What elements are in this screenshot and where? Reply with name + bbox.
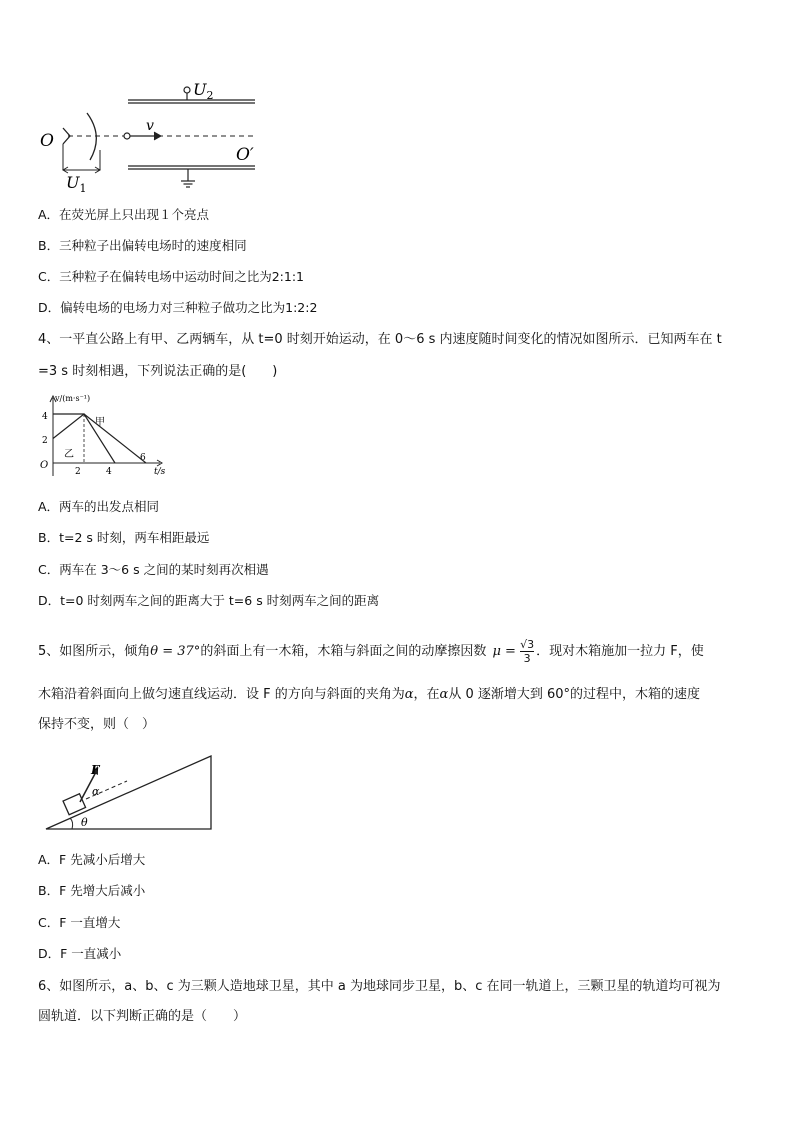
q6-stem-line1: 6、如图所示，a、b、c 为三颗人造地球卫星，其中 a 为地球同步卫星，b、c 在同一轨道上，三颗卫星的轨道均可视为 bbox=[38, 979, 721, 994]
series-label-jia: 甲 bbox=[95, 417, 105, 428]
tick-x4: 4 bbox=[106, 467, 112, 477]
q3-option-d: D．偏转电场的电场力对三种粒子做功之比为1:2:2 bbox=[38, 300, 318, 315]
q3-option-c: C．三种粒子在偏转电场中运动时间之比为2:1:1 bbox=[38, 269, 305, 284]
q3-option-b: B．三种粒子出偏转电场时的速度相同 bbox=[38, 238, 247, 253]
q6-stem-line2: 圆轨道．以下判断正确的是（ ） bbox=[38, 1009, 247, 1024]
u1-label: $U_1$ bbox=[66, 173, 87, 195]
force-label: F bbox=[91, 763, 100, 777]
alpha-label: α bbox=[92, 785, 100, 798]
tick-x6: 6 bbox=[140, 453, 146, 463]
q5-stem-line3: 保持不变，则（ ） bbox=[38, 717, 156, 732]
q4-option-a: A．两车的出发点相同 bbox=[38, 499, 160, 514]
q5-stem-line1: 5、如图所示，倾角θ = 37°的斜面上有一木箱，木箱与斜面之间的动摩擦因数 μ = $\frac{√3}{3}$ ．现对木箱施加一拉力 F，使 bbox=[38, 638, 704, 665]
x-axis-label: t/s bbox=[154, 467, 166, 477]
y-axis-label: v/(m·s⁻¹) bbox=[55, 394, 91, 403]
q4-option-b: B．t=2 s 时刻，两车相距最远 bbox=[38, 530, 210, 545]
q5-option-a: A．F 先减小后增大 bbox=[38, 852, 146, 867]
tick-y4: 4 bbox=[42, 412, 48, 422]
q5-stem-line2: 木箱沿着斜面向上做匀速直线运动．设 F 的方向与斜面的夹角为α，在α从 0 逐渐增大到 60°的过程中，木箱的速度 bbox=[38, 687, 701, 702]
series-label-yi: 乙 bbox=[64, 449, 74, 460]
v-label: v bbox=[146, 118, 154, 134]
tick-x2: 2 bbox=[75, 467, 81, 477]
mu-expression: μ = $\frac{√3}{3}$ bbox=[492, 638, 535, 665]
q4-stem-line1: 4、一平直公路上有甲、乙两辆车，从 t=0 时刻开始运动，在 0～6 s 内速度随时间变化的情况如图所示．已知两车在 t bbox=[38, 332, 722, 347]
o-prime-label: O′ bbox=[236, 145, 254, 165]
q5-option-c: C．F 一直增大 bbox=[38, 915, 121, 930]
origin-label: O bbox=[40, 460, 49, 471]
u2-label: $U_2$ bbox=[193, 80, 214, 102]
q3-option-a: A．在荧光屏上只出现１个亮点 bbox=[38, 207, 210, 222]
incline-triangle bbox=[46, 756, 211, 829]
theta-label: θ bbox=[81, 816, 88, 829]
q4-option-c: C．两车在 3～6 s 之间的某时刻再次相遇 bbox=[38, 562, 269, 577]
q5-option-b: B．F 先增大后减小 bbox=[38, 883, 146, 898]
q4-option-d: D．t=0 时刻两车之间的距离大于 t=6 s 时刻两车之间的距离 bbox=[38, 593, 380, 608]
tick-y2: 2 bbox=[42, 436, 48, 446]
q5-option-d: D．F 一直减小 bbox=[38, 946, 122, 961]
q4-stem-line2: =3 s 时刻相遇，下列说法正确的是( ) bbox=[38, 364, 278, 379]
o-label: O bbox=[40, 131, 54, 151]
